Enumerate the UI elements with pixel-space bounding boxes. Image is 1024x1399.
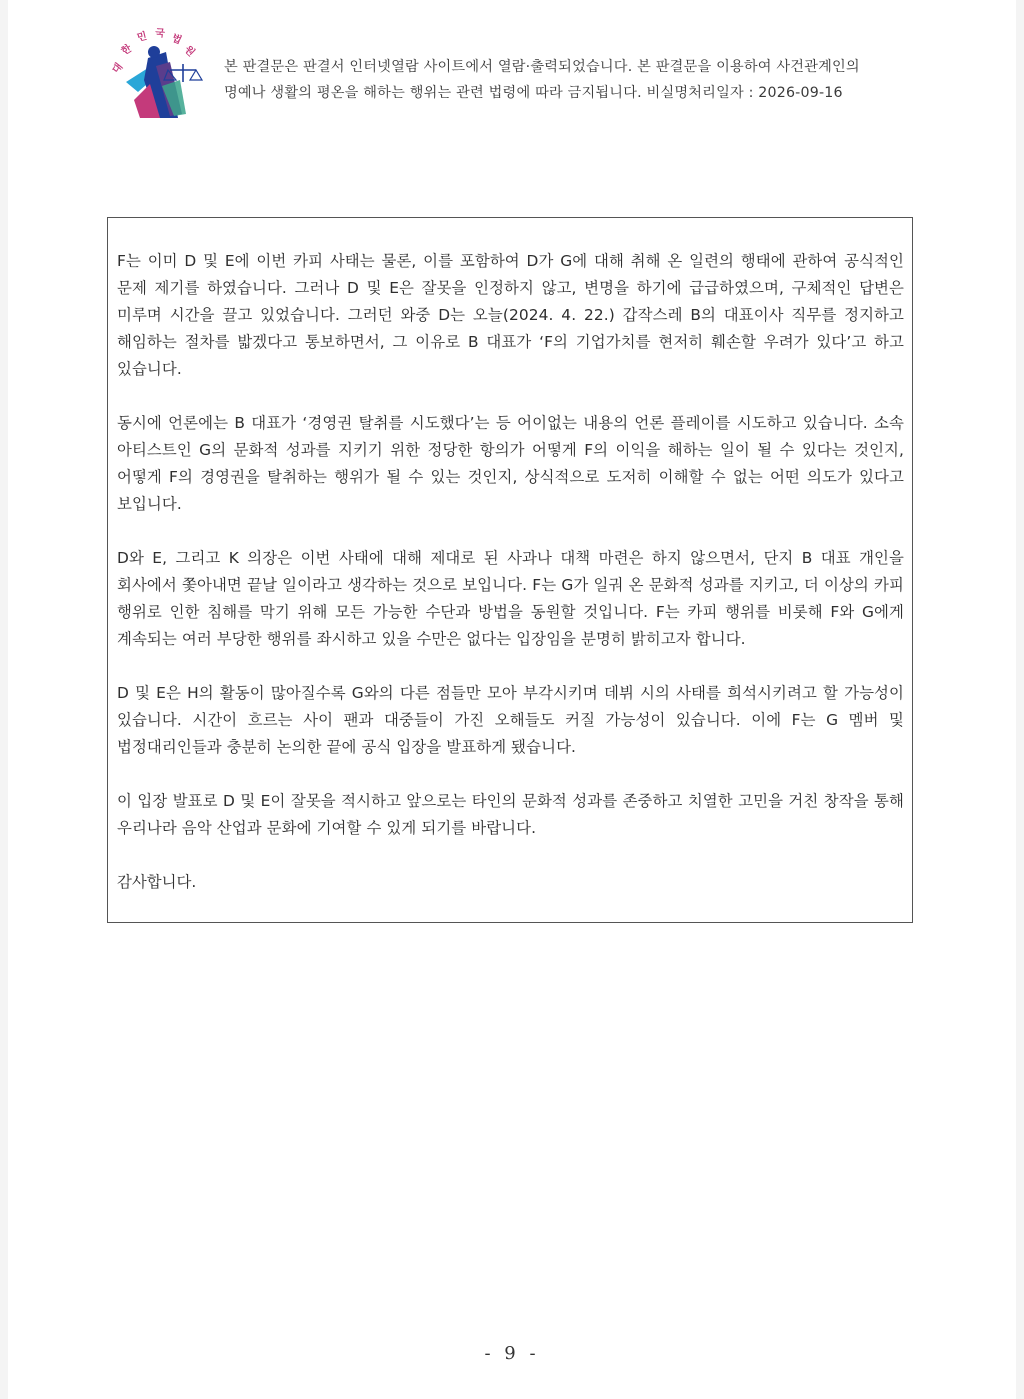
paragraph-1: F는 이미 D 및 E에 이번 카피 사태는 물론, 이를 포함하여 D가 G에 대해 취해 온 일련의 행태에 관하여 공식적인 문제 제기를 하였습니다. 그러나 D 및 E은 잘못을 인정하지 않고, 변명을 하기에 급급하였으며, 구체적인 답변은 미루며 시간을 끌고 있었습니다. 그러던 와중 D는 오늘(2024. 4. 22.) 갑작스레 B의 대표이사 직무를 정지하고 해임하는 절차를 밟겠다고 통보하면서, 그 이유로 B 대표가 ‘F의 기업가치를 현저히 훼손할 우려가 있다’고 하고 있습니다. bbox=[117, 252, 904, 378]
logo-text-char: 법 bbox=[169, 32, 184, 47]
notice-line-1: 본 판결문은 판결서 인터넷열람 사이트에서 열람·출력되었습니다. 본 판결문을 이용하여 사건관계인의 bbox=[224, 59, 860, 75]
logo-text-char: 원 bbox=[181, 44, 197, 59]
paragraph-3: D와 E, 그리고 K 의장은 이번 사태에 대해 제대로 된 사과나 대책 마련은 하지 않으면서, 단지 B 대표 개인을 회사에서 쫓아내면 끝날 일이라고 생각하는 것으로 보입니다. F는 G가 일궈 온 문화적 성과를 지키고, 더 이상의 카피 행위로 인한 침해를 막기 위해 모든 가능한 수단과 방법을 동원할 것입니다. F는 카피 행위를 비롯해 F와 G에게 계속되는 여러 부당한 행위를 좌시하고 있을 수만은 없다는 입장임을 분명히 밝히고자 합니다. bbox=[117, 549, 904, 648]
logo-text-char: 대 bbox=[110, 61, 126, 76]
court-seal-icon bbox=[104, 22, 216, 122]
paragraph-4: D 및 E은 H의 활동이 많아질수록 G와의 다른 점들만 모아 부각시키며 데뷔 시의 사태를 희석시키려고 할 가능성이 있습니다. 시간이 흐르는 사이 팬과 대중들이 가진 오해들도 커질 가능성이 있습니다. 이에 F는 G 멤버 및 법정대리인들과 충분히 논의한 끝에 공식 입장을 발표하게 됐습니다. bbox=[117, 684, 904, 756]
usage-notice bbox=[224, 54, 1004, 106]
logo-text-char: 한 bbox=[119, 43, 134, 58]
logo-text-char: 민 bbox=[136, 30, 149, 44]
paragraph-2: 동시에 언론에는 B 대표가 ‘경영권 탈취를 시도했다’는 등 어이없는 내용의 언론 플레이를 시도하고 있습니다. 소속 아티스트인 G의 문화적 성과를 지키기 위한 정당한 항의가 어떻게 F의 이익을 해하는 일이 될 수 있다는 것인지, 어떻게 F의 경영권을 탈취하는 행위가 될 수 있는 것인지, 상식적으로 도저히 이해할 수 없는 어떤 의도가 있다고 보입니다. bbox=[117, 414, 904, 513]
page-header bbox=[104, 22, 1004, 122]
notice-line-2: 명예나 생활의 평온을 해하는 행위는 관련 법령에 따라 금지됩니다. 비실명처리일자 : 2026-09-16 bbox=[224, 85, 843, 101]
page-number: - 9 - bbox=[484, 1343, 540, 1364]
closing-text: 감사합니다. bbox=[117, 873, 197, 891]
statement-box bbox=[107, 217, 913, 923]
paragraph-5: 이 입장 발표로 D 및 E이 잘못을 적시하고 앞으로는 타인의 문화적 성과를 존중하고 치열한 고민을 거친 창작을 통해 우리나라 음악 산업과 문화에 기여할 수 있게 되기를 바랍니다. bbox=[117, 792, 904, 837]
document-page bbox=[8, 0, 1016, 1399]
logo-text-char: 국 bbox=[154, 28, 166, 40]
